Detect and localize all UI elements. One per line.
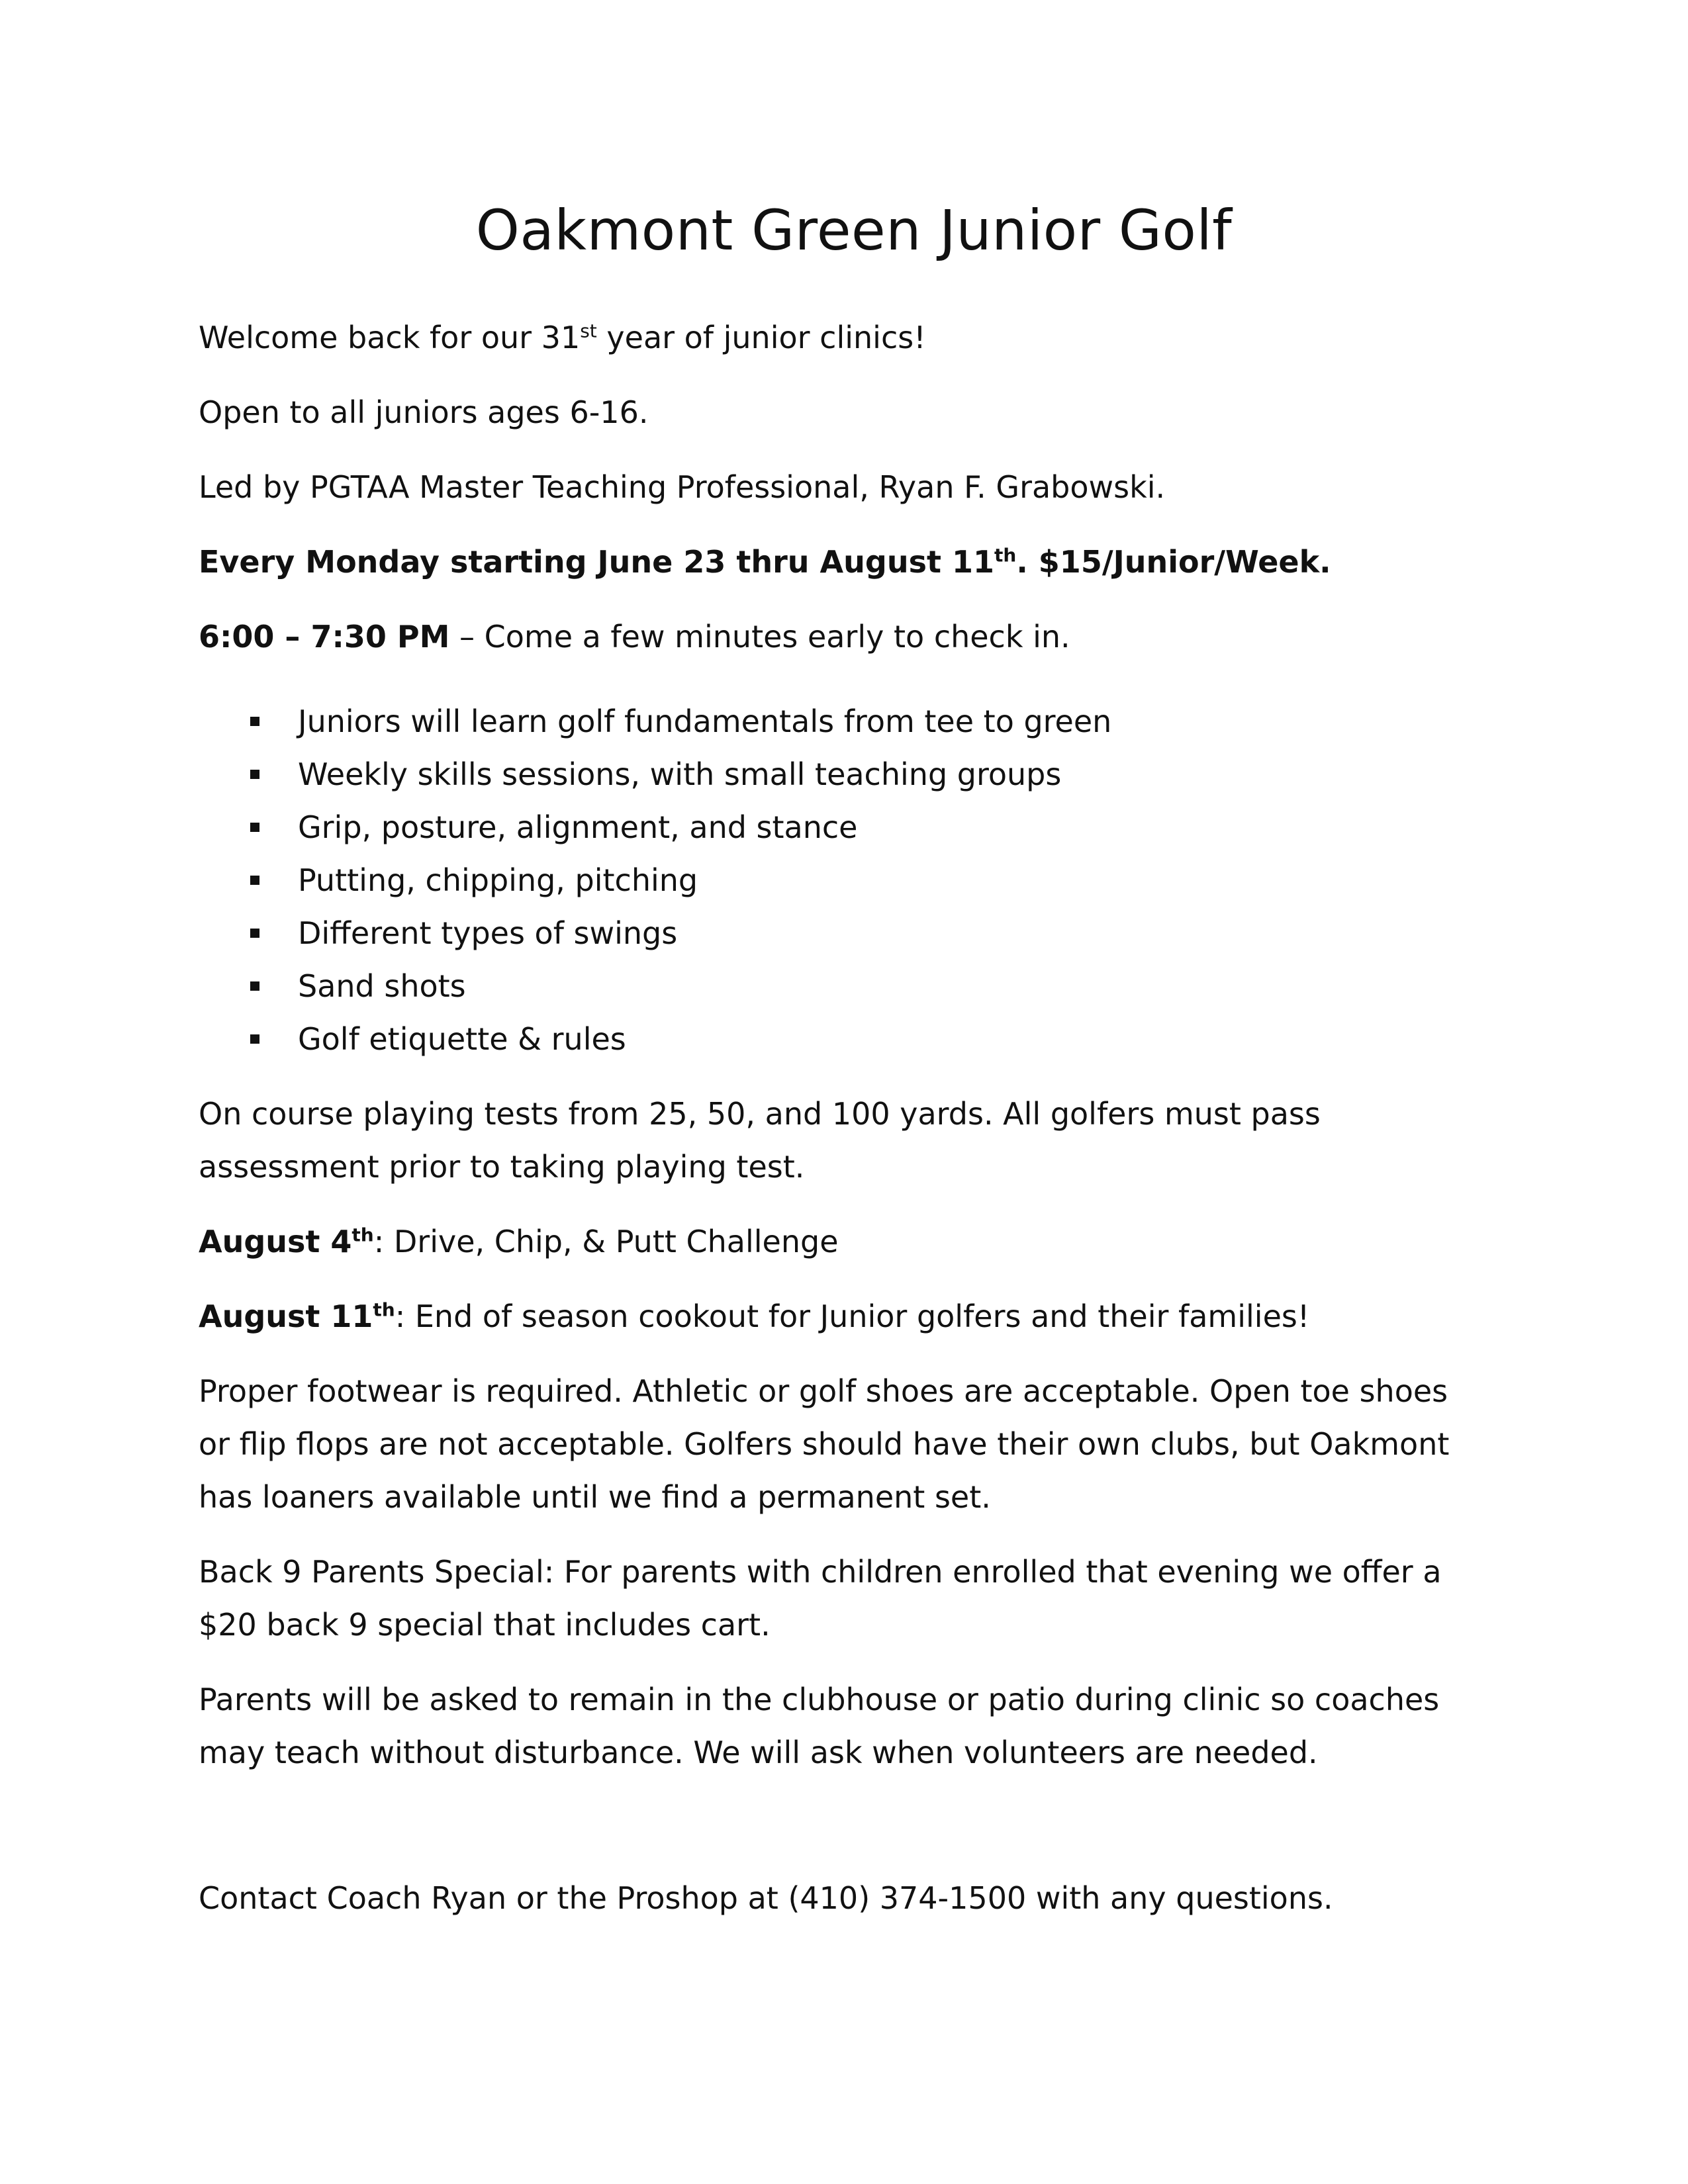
square-bullet-icon — [250, 981, 259, 991]
list-item-text: Golf etiquette & rules — [298, 1021, 626, 1057]
led-by-line: Led by PGTAA Master Teaching Professional, Ryan F. Grabowski. — [199, 469, 1166, 505]
square-bullet-icon — [250, 929, 259, 938]
list-item-text: Juniors will learn golf fundamentals from tee to green — [298, 704, 1112, 739]
paragraph-line: may teach without disturbance. We will ask when volunteers are needed. — [199, 1735, 1318, 1770]
list-item-text: Putting, chipping, pitching — [298, 862, 698, 898]
paragraph-line: has loaners available until we find a permanent set. — [199, 1479, 991, 1515]
paragraph-line: Parents will be asked to remain in the clubhouse or patio during clinic so coaches — [199, 1682, 1440, 1717]
schedule-text: Every Monday starting June 23 thru August 11 — [199, 544, 994, 580]
square-bullet-icon — [250, 876, 259, 885]
welcome-text: Welcome back for our 31 — [199, 320, 581, 355]
august-4-event: : Drive, Chip, & Putt Challenge — [373, 1224, 839, 1259]
august-4-line — [199, 1215, 839, 1268]
welcome-line — [199, 311, 926, 364]
list-item — [199, 1013, 1111, 1066]
square-bullet-icon — [250, 1034, 259, 1044]
skills-list — [199, 695, 1111, 1066]
time-note: – Come a few minutes early to check in. — [449, 619, 1070, 655]
square-bullet-icon — [250, 823, 259, 832]
footwear-paragraph — [199, 1365, 1509, 1524]
list-item-text: Different types of swings — [298, 915, 678, 951]
august-11-date: August 11 — [199, 1298, 373, 1334]
paragraph-line: or flip flops are not acceptable. Golfers should have their own clubs, but Oakmont — [199, 1426, 1450, 1462]
schedule-line — [199, 535, 1331, 588]
list-item — [199, 854, 1111, 907]
square-bullet-icon — [250, 717, 259, 726]
paragraph-line: Back 9 Parents Special: For parents with children enrolled that evening we offer a — [199, 1554, 1442, 1590]
paragraph-line: $20 back 9 special that includes cart. — [199, 1607, 771, 1643]
time-range: 6:00 – 7:30 PM — [199, 619, 450, 655]
contact-line: Contact Coach Ryan or the Proshop at (410) 374-1500 with any questions. — [199, 1880, 1333, 1916]
august-4-ordinal: th — [352, 1224, 374, 1246]
parents-paragraph — [199, 1673, 1509, 1779]
august-11-event: : End of season cookout for Junior golfers and their families! — [395, 1298, 1310, 1334]
playing-tests-paragraph — [199, 1087, 1509, 1193]
list-item-text: Sand shots — [298, 968, 466, 1004]
august-4-date: August 4 — [199, 1224, 352, 1259]
open-to-line: Open to all juniors ages 6-16. — [199, 394, 649, 430]
list-item-text: Weekly skills sessions, with small teaching groups — [298, 756, 1062, 792]
list-item — [199, 960, 1111, 1013]
schedule-price: . $15/Junior/Week. — [1016, 544, 1331, 580]
list-item — [199, 801, 1111, 854]
paragraph-line: Proper footwear is required. Athletic or golf shoes are acceptable. Open toe shoes — [199, 1373, 1448, 1409]
back-9-special-paragraph — [199, 1545, 1509, 1651]
paragraph-line: On course playing tests from 25, 50, and 100 yards. All golfers must pass — [199, 1096, 1321, 1132]
welcome-text-end: year of junior clinics! — [596, 320, 926, 355]
time-line — [199, 610, 1070, 663]
list-item — [199, 695, 1111, 748]
square-bullet-icon — [250, 770, 259, 779]
list-item — [199, 748, 1111, 801]
schedule-ordinal: th — [994, 544, 1017, 567]
paragraph-line: assessment prior to taking playing test. — [199, 1149, 805, 1185]
page-title: Oakmont Green Junior Golf — [475, 198, 1233, 263]
list-item-text: Grip, posture, alignment, and stance — [298, 809, 858, 845]
welcome-ordinal: st — [580, 320, 597, 342]
list-item — [199, 907, 1111, 960]
august-11-line — [199, 1290, 1309, 1343]
august-11-ordinal: th — [373, 1298, 395, 1321]
